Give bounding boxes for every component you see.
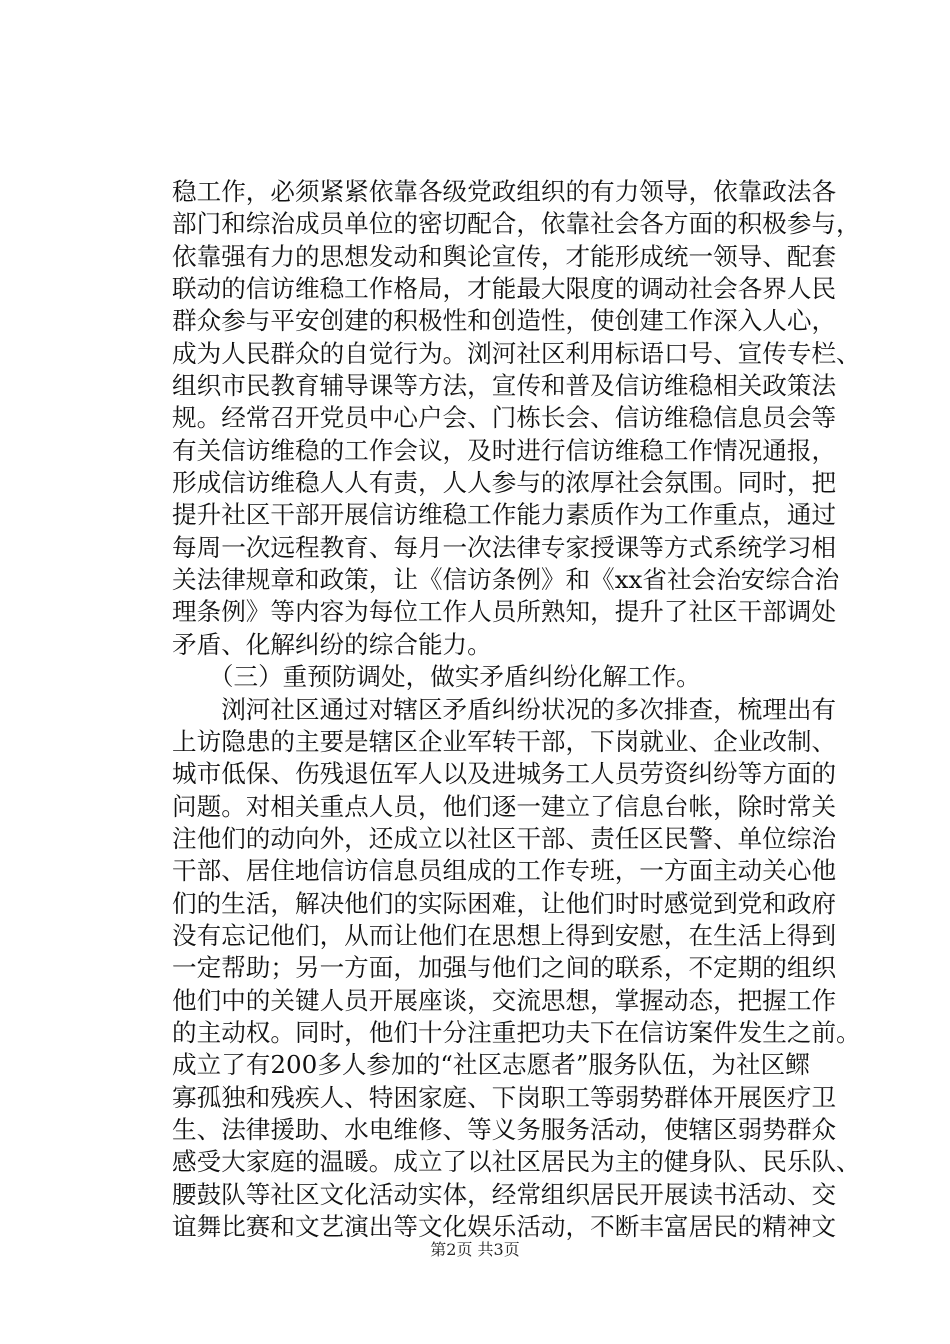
text-line: 依靠强有力的思想发动和舆论宣传，才能形成统一领导、配套 bbox=[172, 241, 837, 271]
page-footer bbox=[0, 1238, 950, 1262]
text-line: 没有忘记他们，从而让他们在思想上得到安慰，在生活上得到 bbox=[172, 920, 837, 950]
text-line: 寡孤独和残疾人、特困家庭、下岗职工等弱势群体开展医疗卫 bbox=[172, 1082, 837, 1112]
text-line: 腰鼓队等社区文化活动实体，经常组织居民开展读书活动、交 bbox=[172, 1179, 837, 1209]
text-line: 们的生活，解决他们的实际困难，让他们时时感觉到党和政府 bbox=[172, 888, 837, 918]
section-heading: （三）重预防调处，做实矛盾纠纷化解工作。 bbox=[172, 662, 701, 692]
text-line: 矛盾、化解纠纷的综合能力。 bbox=[172, 629, 492, 659]
text-line: 理条例》等内容为每位工作人员所熟知，提升了社区干部调处 bbox=[172, 597, 837, 627]
text-line: 浏河社区通过对辖区矛盾纠纷状况的多次排查，梳理出有 bbox=[172, 694, 837, 724]
text-line: 成为人民群众的自觉行为。浏河社区利用标语口号、宣传专栏、 bbox=[172, 338, 861, 368]
text-line: 成立了有200多人参加的“社区志愿者”服务队伍，为社区鳏 bbox=[172, 1050, 810, 1080]
text-line: 问题。对相关重点人员，他们逐一建立了信息台帐，除时常关 bbox=[172, 791, 837, 821]
text-line: 有关信访维稳的工作会议，及时进行信访维稳工作情况通报， bbox=[172, 435, 837, 465]
text-line: 提升社区干部开展信访维稳工作能力素质作为工作重点，通过 bbox=[172, 500, 837, 530]
text-line: 一定帮助；另一方面，加强与他们之间的联系，不定期的组织 bbox=[172, 953, 837, 983]
text-line: 城市低保、伤残退伍军人以及进城务工人员劳资纠纷等方面的 bbox=[172, 759, 837, 789]
text-line: 他们中的关键人员开展座谈，交流思想，掌握动态，把握工作 bbox=[172, 985, 837, 1015]
text-line: 规。经常召开党员中心户会、门栋长会、信访维稳信息员会等 bbox=[172, 403, 837, 433]
text-line: 关法律规章和政策，让《信访条例》和《xx省社会治安综合治 bbox=[172, 565, 840, 595]
document-body bbox=[172, 176, 861, 1243]
text-line: 群众参与平安创建的积极性和创造性，使创建工作深入人心， bbox=[172, 306, 837, 336]
text-line: 部门和综治成员单位的密切配合，依靠社会各方面的积极参与， bbox=[172, 209, 861, 239]
page-number: 第2页 共3页 bbox=[430, 1240, 520, 1259]
text-line: 上访隐患的主要是辖区企业军转干部，下岗就业、企业改制、 bbox=[172, 726, 837, 756]
text-line: 感受大家庭的温暖。成立了以社区居民为主的健身队、民乐队、 bbox=[172, 1147, 861, 1177]
text-line: 生、法律援助、水电维修、等义务服务活动，使辖区弱势群众 bbox=[172, 1114, 837, 1144]
text-line: 形成信访维稳人人有责，人人参与的浓厚社会氛围。同时，把 bbox=[172, 468, 837, 498]
text-line: 干部、居住地信访信息员组成的工作专班，一方面主动关心他 bbox=[172, 856, 837, 886]
text-line: 联动的信访维稳工作格局，才能最大限度的调动社会各界人民 bbox=[172, 274, 837, 304]
text-line: 组织市民教育辅导课等方法，宣传和普及信访维稳相关政策法 bbox=[172, 371, 837, 401]
text-line: 的主动权。同时，他们十分注重把功夫下在信访案件发生之前。 bbox=[172, 1017, 861, 1047]
text-line: 稳工作，必须紧紧依靠各级党政组织的有力领导，依靠政法各 bbox=[172, 177, 837, 206]
text-line: 谊舞比赛和文艺演出等文化娱乐活动，不断丰富居民的精神文 bbox=[172, 1212, 837, 1241]
text-line: 每周一次远程教育、每月一次法律专家授课等方式系统学习相 bbox=[172, 532, 837, 562]
text-line: 注他们的动向外，还成立以社区干部、责任区民警、单位综治 bbox=[172, 823, 837, 853]
